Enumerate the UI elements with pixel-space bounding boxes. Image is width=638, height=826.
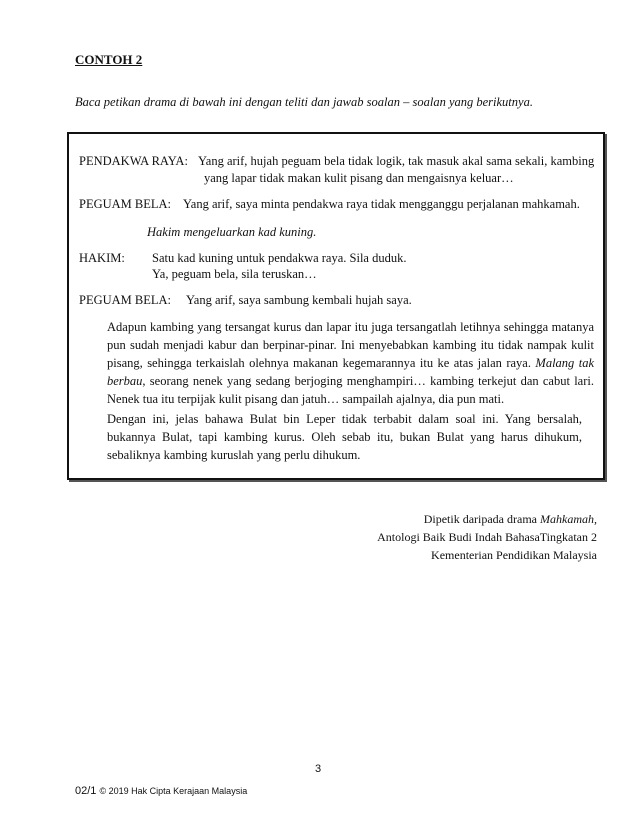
- paper-code: 02/1: [75, 785, 97, 797]
- drama-title: Mahkamah,: [540, 512, 597, 526]
- credit-line-2: Antologi Baik Budi Indah BahasaTingkatan 2: [377, 530, 597, 544]
- footer: [75, 785, 247, 797]
- speaker-peguam-bela: PEGUAM BELA:: [79, 197, 172, 211]
- section-heading: CONTOH 2: [75, 52, 143, 67]
- source-credit: [377, 510, 597, 564]
- dialogue-line: yang lapar tidak makan kulit pisang dan mengaisnya keluar…: [204, 171, 514, 185]
- instruction-text: Baca petikan drama di bawah ini dengan teliti dan jawab soalan – soalan yang berikutnya.: [75, 95, 533, 109]
- dialogue-line: Ya, peguam bela, sila teruskan…: [152, 267, 317, 281]
- speaker-pendakwa-raya: PENDAKWA RAYA:: [79, 154, 188, 168]
- page-number: 3: [315, 763, 322, 775]
- credit-line-3: Kementerian Pendidikan Malaysia: [431, 548, 597, 562]
- dialogue-line: Yang arif, hujah peguam bela tidak logik, tak masuk akal sama sekali, kambing: [198, 154, 595, 168]
- credit-line-1: Dipetik daripada drama Mahkamah,: [423, 512, 597, 526]
- speaker-peguam-bela: PEGUAM BELA:: [79, 293, 172, 307]
- drama-excerpt-box: [67, 132, 605, 480]
- idiom-text: Malang tak berbau: [107, 356, 594, 388]
- dialogue-line: Satu kad kuning untuk pendakwa raya. Sila duduk.: [152, 251, 407, 265]
- paragraph-text: , seorang nenek yang sedang berjoging menghampiri… kambing terkejut dan cabut lari. Nenek tua itu terpijak kulit pisang dan jatuh… sampailah ajalnya, dia pun mati.: [107, 374, 594, 406]
- speaker-hakim: HAKIM:: [79, 251, 125, 265]
- argument-paragraph: [107, 318, 594, 408]
- dialogue-line: Yang arif, saya sambung kembali hujah saya.: [186, 293, 412, 307]
- paragraph-text: Adapun kambing yang tersangat kurus dan lapar itu juga tersangatlah letihnya sehingga matanya pun sudah menjadi kabur dan berpinar-pinar. Ini menyebabkan kambing itu tidak nampak kulit pisang, sehingga terkaislah olehnya makanan kegemarannya itu ke atas jalan raya.: [107, 320, 594, 370]
- stage-direction: Hakim mengeluarkan kad kuning.: [147, 225, 317, 239]
- conclusion-paragraph: Dengan ini, jelas bahawa Bulat bin Leper tidak terbabit dalam soal ini. Yang bersalah, bukannya Bulat, tapi kambing kurus. Oleh sebab itu, bukan Bulat yang harus dihukum, sebaliknya kambing kuruslah yang perlu dihukum.: [107, 412, 582, 462]
- copyright-text: © 2019 Hak Cipta Kerajaan Malaysia: [99, 786, 248, 796]
- dialogue-line: Yang arif, saya minta pendakwa raya tidak mengganggu perjalanan mahkamah.: [183, 197, 580, 211]
